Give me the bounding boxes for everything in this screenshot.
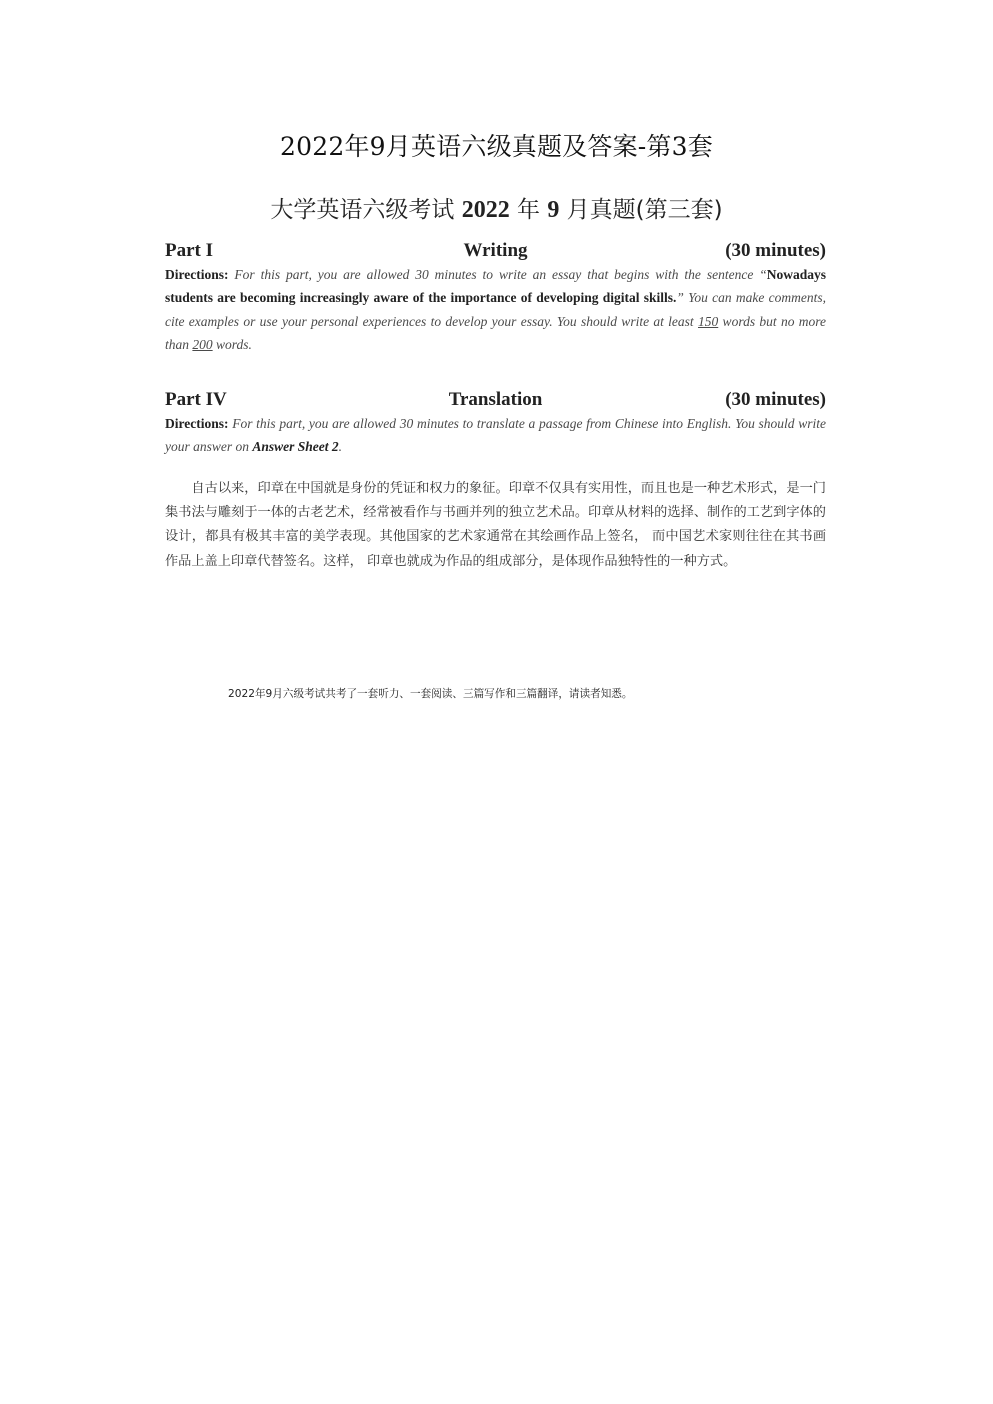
part1-header <box>165 238 826 264</box>
part1-directions-text1: For this part, you are allowed 30 minutes to write an essay that begins with the sentence “ <box>228 267 767 282</box>
part4-label: Part IV <box>165 389 227 410</box>
part1-label: Part I <box>165 240 214 261</box>
part1-directions-text4: words. <box>212 336 252 352</box>
part1-directions-prompt: Nowadays students are becoming increasingly aware of the importance of developing digital skills. <box>165 267 826 306</box>
exam-title <box>0 194 993 226</box>
part4-time: (30 minutes) <box>725 389 826 410</box>
exam-title-mid: 年 <box>509 197 548 223</box>
part1-directions <box>165 263 826 356</box>
part1-max-words: 200 <box>192 336 213 352</box>
exam-title-year: 2022 <box>461 197 510 223</box>
exam-title-prefix: 大学英语六级考试 <box>270 197 462 223</box>
part1-time: (30 minutes) <box>725 240 826 261</box>
part4-header <box>165 387 826 413</box>
part1-directions-text2: ” You can make comments, cite examples or use your personal experiences to develop your essay. You should write at least <box>165 290 826 329</box>
part4-directions <box>165 412 826 459</box>
part1-min-words: 150 <box>698 313 719 329</box>
part4-directions-label: Directions: <box>165 416 229 431</box>
document-title: 2022年9月英语六级真题及答案-第3套 <box>280 132 713 161</box>
exam-title-suffix: 月真题(第三套) <box>559 197 723 223</box>
translation-passage: 自古以来，印章在中国就是身份的凭证和权力的象征。印章不仅具有实用性，而且也是一种艺术形式，是一门集书法与雕刻于一体的古老艺术，经常被看作与书画并列的独立艺术品。印章从材料的选择、制作的工艺到字体的设计，都具有极其丰富的美学表现。其他国家的艺术家通常在其绘画作品上签名， 而中国艺术家则往往在其书画作品上盖上印章代替签名。这样， 印章也就成为作品的组成部分，是体现作品独特性的一种方式。 <box>165 481 826 569</box>
part4-answer-sheet: Answer Sheet 2 <box>252 439 339 455</box>
part1-directions-text3: words but no more than <box>165 313 826 352</box>
exam-title-month: 9 <box>547 197 560 223</box>
part4-name: Translation <box>448 389 543 410</box>
part1-directions-label: Directions: <box>165 267 229 282</box>
footnote: 2022年9月六级考试共考了一套听力、一套阅读、三篇写作和三篇翻译，请读者知悉。 <box>228 688 633 700</box>
part4-directions-text2: . <box>338 439 343 455</box>
part1-name: Writing <box>463 240 528 261</box>
part4-directions-text1: For this part, you are allowed 30 minutes to translate a passage from Chinese into English. You should write your answer on <box>165 416 826 455</box>
